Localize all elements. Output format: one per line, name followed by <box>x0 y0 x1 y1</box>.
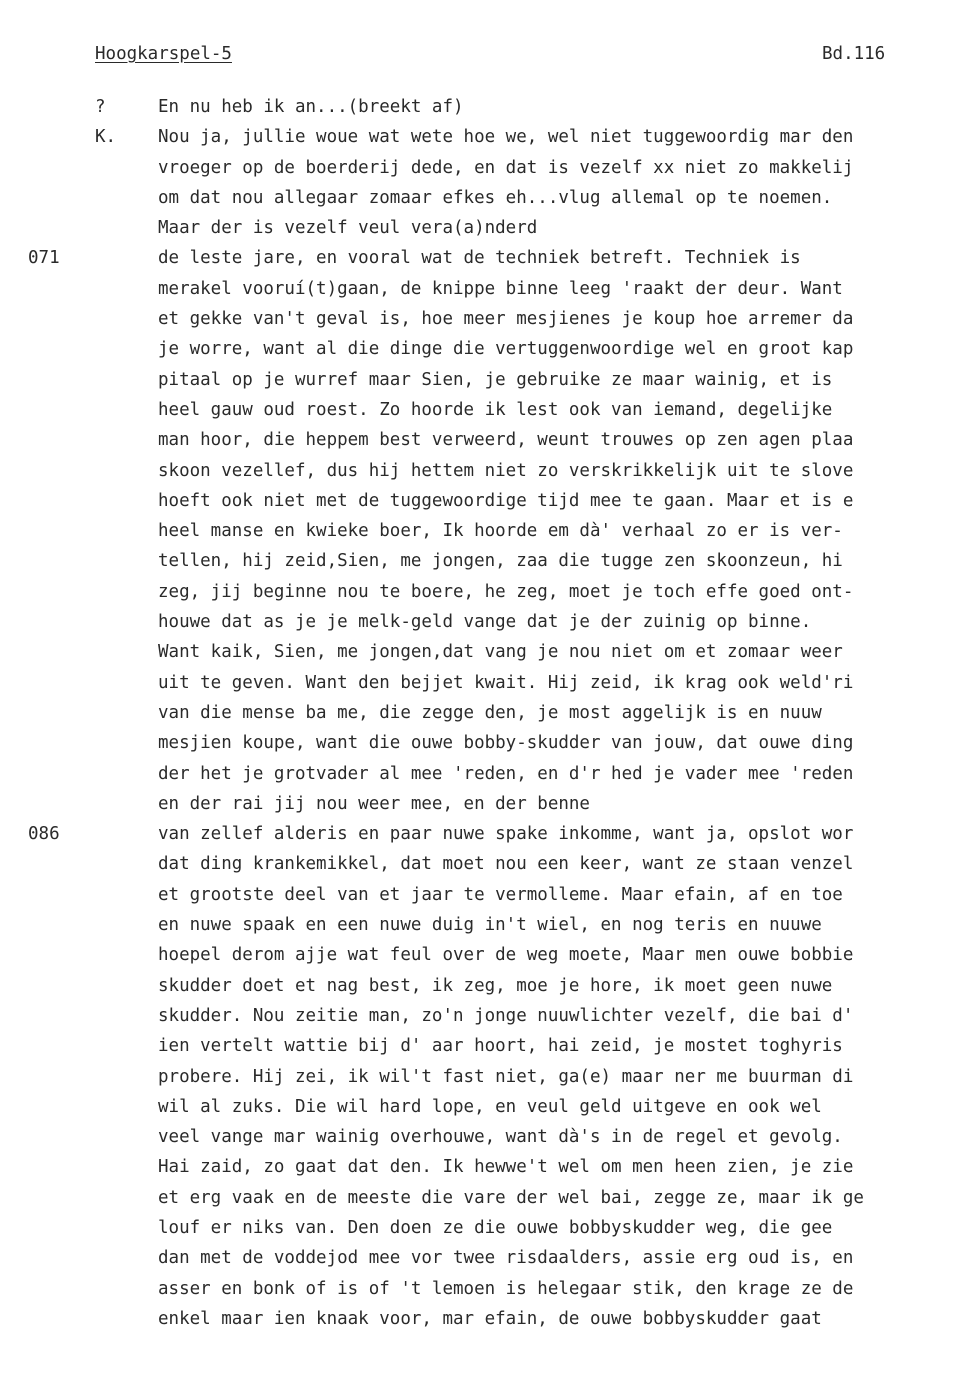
line-text: om dat nou allegaar zomaar efkes eh...vlug allemal op te noemen. <box>158 187 833 208</box>
page-reference: Bd.116 <box>822 44 886 64</box>
line-text: houwe dat as je je melk-geld vange dat je der zuinig op binne. <box>158 612 812 633</box>
transcript-line <box>0 789 973 819</box>
transcript-line <box>0 1274 973 1304</box>
transcript-line <box>0 1062 973 1092</box>
line-text: louf er niks van. Den doen ze die ouwe bobbyskudder weg, die gee <box>158 1217 833 1238</box>
transcript-line <box>0 971 973 1001</box>
margin-counter: 071 <box>28 248 60 269</box>
line-text: Hai zaid, zo gaat dat den. Ik hewwe't wel om men heen zien, je zie <box>158 1157 854 1178</box>
line-text: skudder. Nou zeitie man, zo'n jonge nuuwlichter vezelf, die bai d' <box>158 1005 854 1026</box>
speaker-label: K. <box>95 127 117 148</box>
line-text: en nuwe spaak en een nuwe duig in't wiel, en nog teris en nuuwe <box>158 915 822 936</box>
line-text: skudder doet et nag best, ik zeg, moe je hore, ik moet geen nuwe <box>158 975 833 996</box>
transcript-line <box>0 1031 973 1061</box>
line-text: pitaal op je wurref maar Sien, je gebruike ze maar wainig, et is <box>158 369 833 390</box>
transcript-line <box>0 1213 973 1243</box>
line-text: Nou ja, jullie woue wat wete hoe we, wel niet tuggewoordig mar den <box>158 127 854 148</box>
transcript-line <box>0 940 973 970</box>
line-text: van zellef alderis en paar nuwe spake inkomme, want ja, opslot wor <box>158 824 854 845</box>
transcript-line <box>0 122 973 152</box>
line-text: der het je grotvader al mee 'reden, en d'r hed je vader mee 'reden <box>158 763 854 784</box>
line-text: et gekke van't geval is, hoe meer mesjienes je koup hoe arremer da <box>158 309 854 330</box>
document-title: Hoogkarspel-5 <box>95 44 232 64</box>
line-text: asser en bonk of is of 't lemoen is helegaar stik, den krage ze de <box>158 1278 854 1299</box>
line-text: de leste jare, en vooral wat de techniek betreft. Techniek is <box>158 248 801 269</box>
transcript-line <box>0 304 973 334</box>
transcript-line <box>0 516 973 546</box>
transcript-line <box>0 486 973 516</box>
line-text: hoeft ook niet met de tuggewoordige tijd mee te gaan. Maar et is e <box>158 490 854 511</box>
transcript-line <box>0 213 973 243</box>
transcript-line <box>0 849 973 879</box>
line-text: tellen, hij zeid,Sien, me jongen, zaa die tugge zen skoonzeun, hi <box>158 551 843 572</box>
line-text: et erg vaak en de meeste die vare der wel bai, zegge ze, maar ik ge <box>158 1187 864 1208</box>
transcript-line <box>0 910 973 940</box>
transcript-line <box>0 92 973 122</box>
line-text: dat ding krankemikkel, dat moet nou een keer, want ze staan venzel <box>158 854 854 875</box>
transcript-line <box>0 577 973 607</box>
transcript-line <box>0 668 973 698</box>
transcript-line <box>0 819 973 849</box>
line-text: hoepel derom ajje wat feul over de weg moete, Maar men ouwe bobbie <box>158 945 854 966</box>
line-text: mesjien koupe, want die ouwe bobby-skudder van jouw, dat ouwe ding <box>158 733 854 754</box>
transcript-line <box>0 728 973 758</box>
line-text: enkel maar ien knaak voor, mar efain, de ouwe bobbyskudder gaat <box>158 1308 822 1329</box>
line-text: zeg, jij beginne nou te boere, he zeg, moet je toch effe goed ont- <box>158 581 854 602</box>
line-text: man hoor, die heppem best verweerd, weunt trouwes op zen agen plaa <box>158 430 854 451</box>
speaker-label: ? <box>95 97 106 117</box>
line-text: ien vertelt wattie bij d' aar hoort, hai zeid, je mostet toghyris <box>158 1036 843 1057</box>
line-text: en der rai jij nou weer mee, en der benne <box>158 793 590 814</box>
line-text: dan met de voddejod mee vor twee risdaalders, assie erg oud is, en <box>158 1248 854 1269</box>
transcript-line <box>0 365 973 395</box>
line-text: van die mense ba me, die zegge den, je most aggelijk is en nuuw <box>158 702 822 723</box>
line-text: merakel vooruí(t)gaan, de knippe binne leeg 'raakt der deur. Want <box>158 278 843 299</box>
transcript-line <box>0 1183 973 1213</box>
transcript-line <box>0 1092 973 1122</box>
line-text: uit te geven. Want den bejjet kwait. Hij zeid, ik krag ook weld'ri <box>158 672 854 693</box>
transcript-line <box>0 153 973 183</box>
transcript-line <box>0 425 973 455</box>
transcript-line <box>0 1304 973 1334</box>
transcript-line <box>0 1001 973 1031</box>
line-text: heel gauw oud roest. Zo hoorde ik lest ook van iemand, degelijke <box>158 399 833 420</box>
line-text: En nu heb ik an...(breekt af) <box>158 97 464 117</box>
transcript-line <box>0 1243 973 1273</box>
transcript-body <box>0 92 973 1334</box>
transcript-line <box>0 243 973 273</box>
transcript-line <box>0 334 973 364</box>
line-text: heel manse en kwieke boer, Ik hoorde em dà' verhaal zo er is ver- <box>158 521 843 542</box>
transcript-line <box>0 880 973 910</box>
transcript-line <box>0 183 973 213</box>
transcript-line <box>0 698 973 728</box>
line-text: Maar der is vezelf veul vera(a)nderd <box>158 218 538 239</box>
line-text: vroeger op de boerderij dede, en dat is vezelf xx niet zo makkelij <box>158 157 854 178</box>
line-text: veel vange mar wainig overhouwe, want dà's in de regel et gevolg. <box>158 1127 843 1148</box>
line-text: je worre, want al die dinge die vertuggenwoordige wel en groot kap <box>158 339 854 360</box>
transcript-line <box>0 759 973 789</box>
transcript-line <box>0 546 973 576</box>
line-text: et grootste deel van et jaar te vermolleme. Maar efain, af en toe <box>158 884 843 905</box>
transcript-line <box>0 1122 973 1152</box>
transcript-line <box>0 637 973 667</box>
line-text: Want kaik, Sien, me jongen,dat vang je nou niet om et zomaar weer <box>158 642 843 663</box>
transcript-line <box>0 395 973 425</box>
margin-counter: 086 <box>28 824 60 845</box>
transcript-line <box>0 1152 973 1182</box>
line-text: skoon vezellef, dus hij hettem niet zo verskrikkelijk uit te slove <box>158 460 854 481</box>
line-text: probere. Hij zei, ik wil't fast niet, ga(e) maar ner me buurman di <box>158 1066 854 1087</box>
line-text: wil al zuks. Die wil hard lope, en veul geld uitgeve en ook wel <box>158 1096 822 1117</box>
transcript-line <box>0 607 973 637</box>
transcript-line <box>0 456 973 486</box>
transcript-line <box>0 274 973 304</box>
